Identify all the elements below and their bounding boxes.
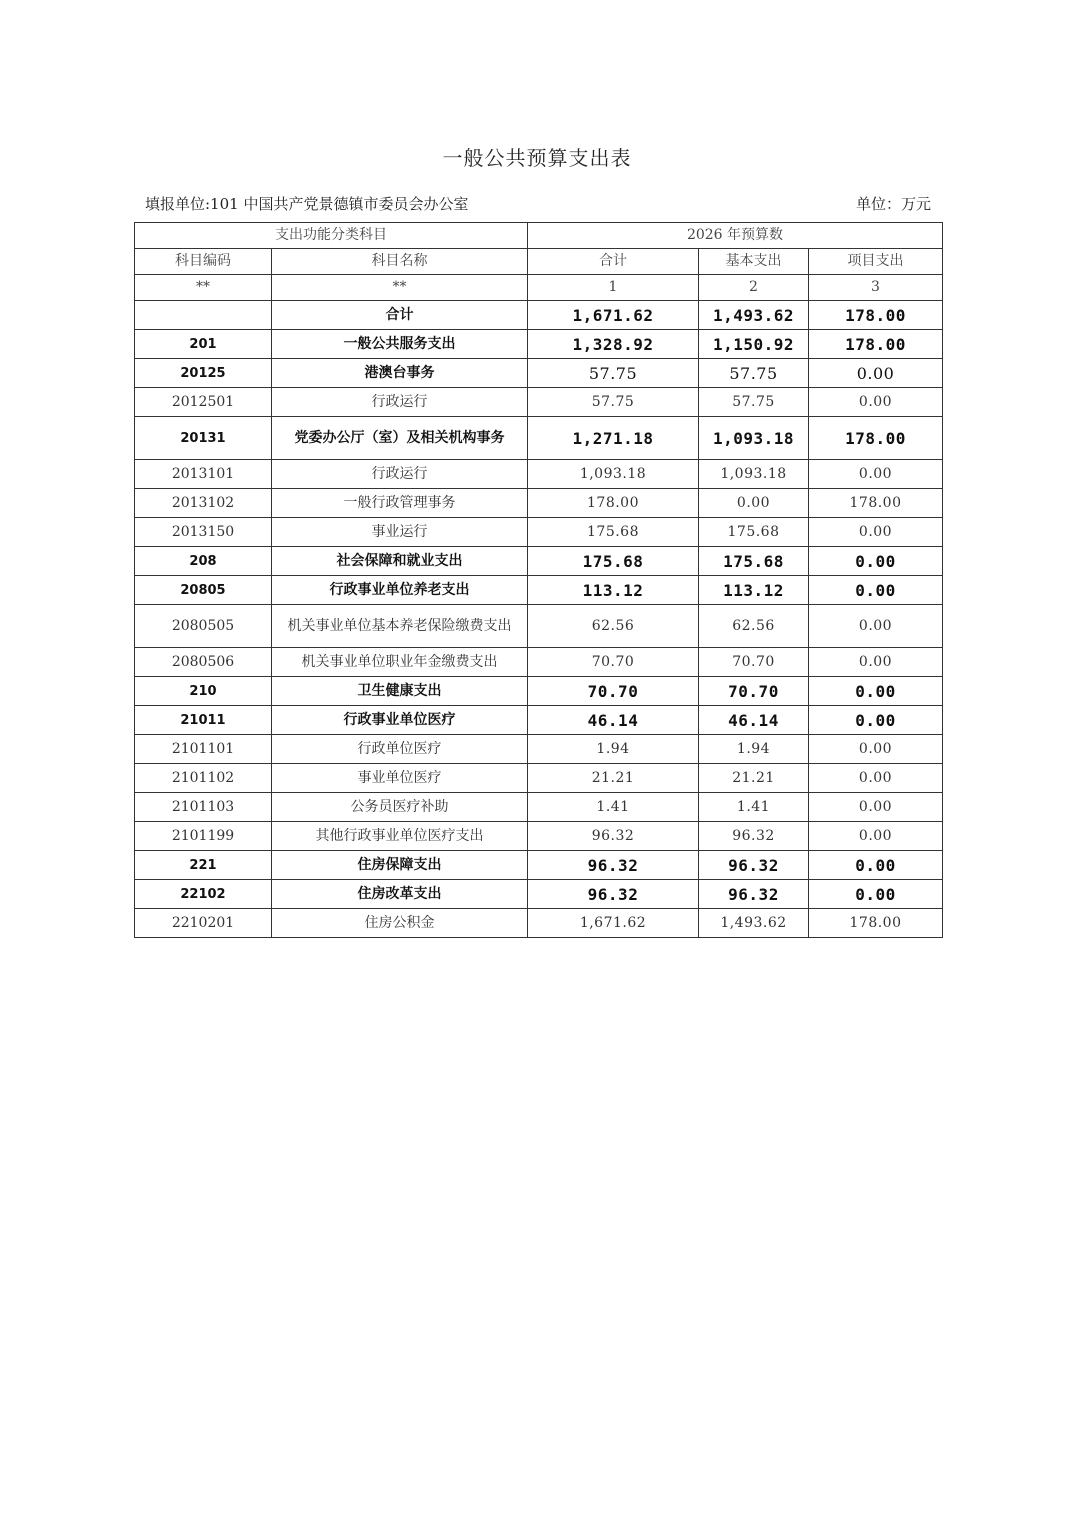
cell-basic: 46.14: [699, 706, 809, 735]
table-row: [135, 648, 943, 677]
cell-code: [135, 301, 272, 330]
cell-name: 合计: [272, 301, 528, 330]
cell-code: 2013102: [135, 489, 272, 518]
cell-total: 175.68: [528, 547, 699, 576]
header-name: 科目名称: [272, 249, 528, 275]
cell-basic: 1,093.18: [699, 460, 809, 489]
cell-basic: 96.32: [699, 851, 809, 880]
cell-basic: 21.21: [699, 764, 809, 793]
cell-name: 机关事业单位职业年金缴费支出: [272, 648, 528, 677]
index-project: 3: [809, 275, 943, 301]
table-row: [135, 460, 943, 489]
cell-code: 2101102: [135, 764, 272, 793]
cell-name: 公务员医疗补助: [272, 793, 528, 822]
cell-project: 0.00: [809, 851, 943, 880]
table-row: [135, 793, 943, 822]
cell-total: 46.14: [528, 706, 699, 735]
cell-code: 21011: [135, 706, 272, 735]
cell-code: 2080506: [135, 648, 272, 677]
table-row: [135, 417, 943, 460]
cell-total: 113.12: [528, 576, 699, 605]
cell-name: 行政事业单位养老支出: [272, 576, 528, 605]
cell-name: 卫生健康支出: [272, 677, 528, 706]
table-row: [135, 764, 943, 793]
cell-code: 20131: [135, 417, 272, 460]
cell-code: 2210201: [135, 909, 272, 938]
cell-basic: 57.75: [699, 388, 809, 417]
cell-name: 住房保障支出: [272, 851, 528, 880]
cell-code: 2101103: [135, 793, 272, 822]
cell-code: 22102: [135, 880, 272, 909]
cell-project: 0.00: [809, 793, 943, 822]
budget-table-body: [135, 223, 943, 938]
cell-project: 0.00: [809, 605, 943, 648]
cell-total: 1,671.62: [528, 909, 699, 938]
cell-total: 62.56: [528, 605, 699, 648]
cell-code: 2080505: [135, 605, 272, 648]
cell-basic: 0.00: [699, 489, 809, 518]
cell-basic: 1.94: [699, 735, 809, 764]
cell-total: 96.32: [528, 822, 699, 851]
cell-total: 96.32: [528, 851, 699, 880]
cell-total: 1,328.92: [528, 330, 699, 359]
cell-code: 2101199: [135, 822, 272, 851]
cell-total: 1,093.18: [528, 460, 699, 489]
cell-code: 20805: [135, 576, 272, 605]
cell-name: 社会保障和就业支出: [272, 547, 528, 576]
cell-code: 2013101: [135, 460, 272, 489]
cell-name: 一般行政管理事务: [272, 489, 528, 518]
cell-name: 港澳台事务: [272, 359, 528, 388]
table-row: [135, 518, 943, 547]
table-row: [135, 330, 943, 359]
cell-name: 一般公共服务支出: [272, 330, 528, 359]
cell-total: 1.41: [528, 793, 699, 822]
cell-name: 住房公积金: [272, 909, 528, 938]
cell-total: 57.75: [528, 388, 699, 417]
cell-project: 0.00: [809, 880, 943, 909]
fill-unit-label: 填报单位:101 中国共产党景德镇市委员会办公室: [145, 195, 469, 213]
table-row: [135, 822, 943, 851]
table-row: [135, 909, 943, 938]
header-total: 合计: [528, 249, 699, 275]
header-group-row: [135, 223, 943, 249]
cell-basic: 70.70: [699, 648, 809, 677]
cell-basic: 175.68: [699, 518, 809, 547]
cell-code: 208: [135, 547, 272, 576]
header-budget-year: 2026 年预算数: [528, 223, 943, 249]
cell-code: 2101101: [135, 735, 272, 764]
table-row: [135, 547, 943, 576]
header-column-row: [135, 249, 943, 275]
cell-name: 行政单位医疗: [272, 735, 528, 764]
cell-basic: 57.75: [699, 359, 809, 388]
cell-name: 事业单位医疗: [272, 764, 528, 793]
cell-total: 1.94: [528, 735, 699, 764]
header-basic: 基本支出: [699, 249, 809, 275]
cell-code: 20125: [135, 359, 272, 388]
cell-total: 1,271.18: [528, 417, 699, 460]
cell-project: 0.00: [809, 576, 943, 605]
table-row: [135, 851, 943, 880]
table-row: [135, 388, 943, 417]
cell-basic: 96.32: [699, 822, 809, 851]
cell-total: 70.70: [528, 677, 699, 706]
cell-code: 210: [135, 677, 272, 706]
header-functional-classification: 支出功能分类科目: [135, 223, 528, 249]
table-row: [135, 880, 943, 909]
cell-name: 党委办公厅（室）及相关机构事务: [272, 417, 528, 460]
cell-project: 0.00: [809, 547, 943, 576]
currency-unit-label: 单位：万元: [855, 195, 931, 213]
cell-total: 21.21: [528, 764, 699, 793]
cell-total: 70.70: [528, 648, 699, 677]
cell-basic: 1,150.92: [699, 330, 809, 359]
table-row: [135, 605, 943, 648]
header-project: 项目支出: [809, 249, 943, 275]
cell-project: 0.00: [809, 359, 943, 388]
cell-basic: 113.12: [699, 576, 809, 605]
index-total: 1: [528, 275, 699, 301]
cell-project: 0.00: [809, 648, 943, 677]
table-row: [135, 735, 943, 764]
index-basic: 2: [699, 275, 809, 301]
cell-project: 178.00: [809, 489, 943, 518]
cell-basic: 1,493.62: [699, 301, 809, 330]
cell-code: 201: [135, 330, 272, 359]
cell-basic: 96.32: [699, 880, 809, 909]
cell-project: 178.00: [809, 330, 943, 359]
cell-name: 其他行政事业单位医疗支出: [272, 822, 528, 851]
cell-total: 1,671.62: [528, 301, 699, 330]
table-row: [135, 301, 943, 330]
cell-name: 事业运行: [272, 518, 528, 547]
cell-name: 行政事业单位医疗: [272, 706, 528, 735]
cell-project: 0.00: [809, 677, 943, 706]
cell-basic: 1.41: [699, 793, 809, 822]
cell-total: 175.68: [528, 518, 699, 547]
table-row: [135, 359, 943, 388]
budget-table: [134, 222, 943, 938]
cell-basic: 70.70: [699, 677, 809, 706]
cell-project: 0.00: [809, 822, 943, 851]
table-row: [135, 576, 943, 605]
cell-project: 178.00: [809, 301, 943, 330]
cell-name: 行政运行: [272, 460, 528, 489]
cell-project: 0.00: [809, 706, 943, 735]
cell-name: 机关事业单位基本养老保险缴费支出: [272, 605, 528, 648]
cell-code: 2013150: [135, 518, 272, 547]
cell-basic: 175.68: [699, 547, 809, 576]
cell-project: 0.00: [809, 388, 943, 417]
cell-basic: 1,493.62: [699, 909, 809, 938]
cell-project: 0.00: [809, 518, 943, 547]
cell-total: 96.32: [528, 880, 699, 909]
cell-basic: 62.56: [699, 605, 809, 648]
cell-project: 178.00: [809, 417, 943, 460]
cell-project: 0.00: [809, 764, 943, 793]
cell-code: 221: [135, 851, 272, 880]
cell-name: 行政运行: [272, 388, 528, 417]
table-row: [135, 706, 943, 735]
index-name: **: [272, 275, 528, 301]
cell-basic: 1,093.18: [699, 417, 809, 460]
cell-total: 178.00: [528, 489, 699, 518]
index-code: **: [135, 275, 272, 301]
page-title: 一般公共预算支出表: [442, 146, 632, 170]
table-row: [135, 677, 943, 706]
cell-total: 57.75: [528, 359, 699, 388]
header-index-row: [135, 275, 943, 301]
cell-project: 178.00: [809, 909, 943, 938]
cell-project: 0.00: [809, 460, 943, 489]
table-row: [135, 489, 943, 518]
cell-name: 住房改革支出: [272, 880, 528, 909]
cell-code: 2012501: [135, 388, 272, 417]
header-code: 科目编码: [135, 249, 272, 275]
cell-project: 0.00: [809, 735, 943, 764]
